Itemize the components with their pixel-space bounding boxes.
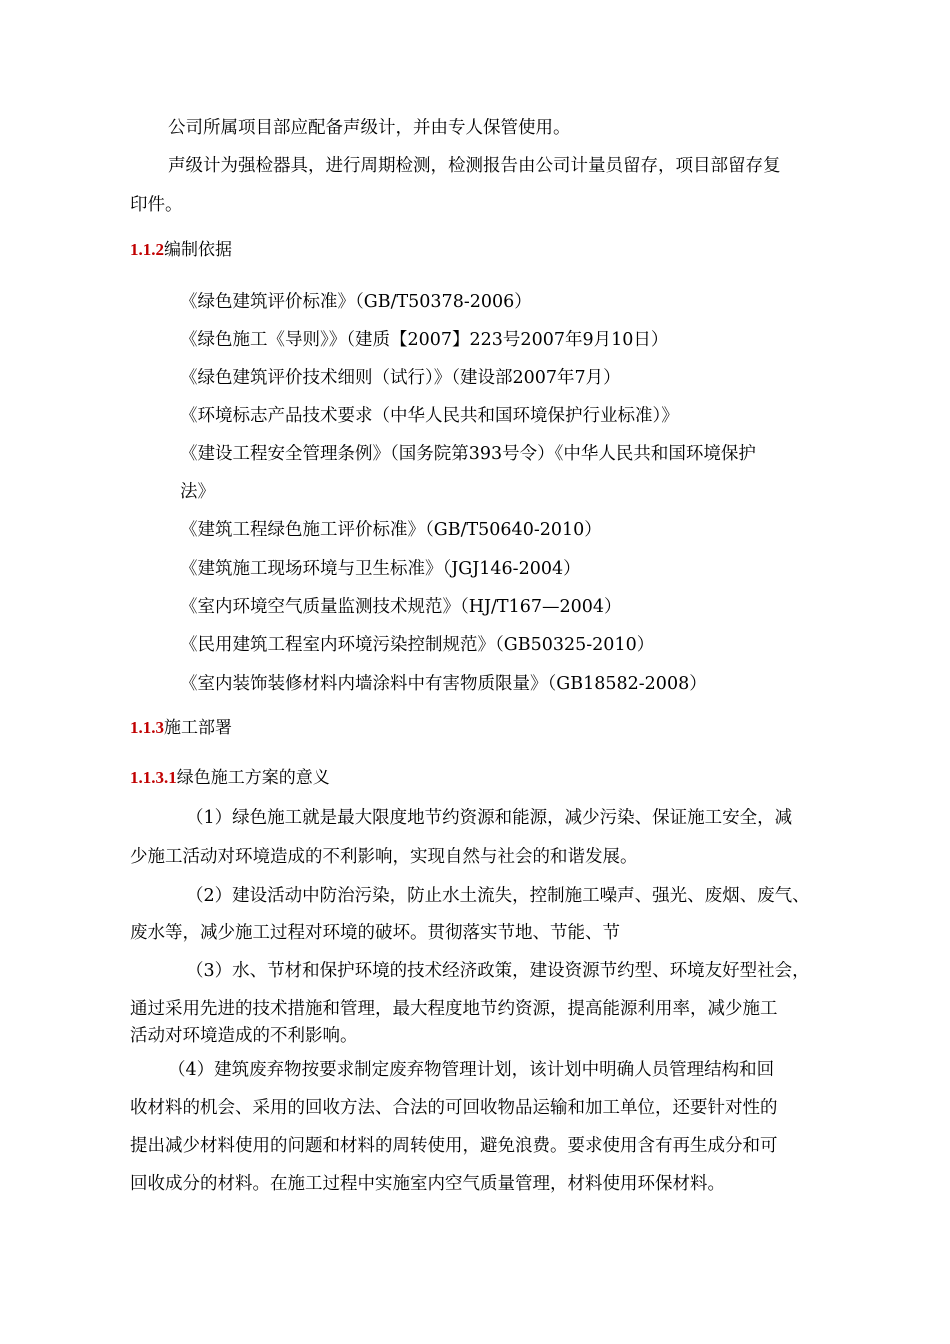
- section-title: 编制依据: [164, 240, 232, 260]
- item-3-line-3: 活动对环境造成的不利影响。: [130, 1026, 358, 1046]
- section-number: 1.1.3: [130, 718, 164, 737]
- section-number: 1.1.3.1: [130, 768, 177, 787]
- item-2-line-2: 废水等，减少施工过程对环境的破坏。贯彻落实节地、节能、节: [130, 923, 620, 943]
- reference-item: 《建筑工程绿色施工评价标准》（GB/T50640-2010）: [180, 520, 602, 540]
- section-title: 施工部署: [164, 718, 232, 738]
- item-3-line-1: （3）水、节材和保护环境的技术经济政策，建设资源节约型、环境友好型社会，: [186, 961, 810, 981]
- section-title: 绿色施工方案的意义: [176, 768, 330, 788]
- item-4-line-4: 回收成分的材料。在施工过程中实施室内空气质量管理，材料使用环保材料。: [130, 1174, 725, 1194]
- item-4-line-2: 收材料的机会、采用的回收方法、合法的可回收物品运输和加工单位，还要针对性的: [130, 1098, 778, 1118]
- reference-item: 《绿色建筑评价技术细则（试行）》（建设部2007年7月）: [180, 368, 621, 388]
- section-heading-1-1-3: [130, 716, 232, 740]
- section-heading-1-1-2: [130, 238, 232, 262]
- reference-item: 《民用建筑工程室内环境污染控制规范》（GB50325-2010）: [180, 635, 655, 655]
- item-4-line-1: （4）建筑废弃物按要求制定废弃物管理计划，该计划中明确人员管理结构和回: [168, 1060, 775, 1080]
- reference-item: 法》: [180, 482, 215, 502]
- item-1-line-1: （1）绿色施工就是最大限度地节约资源和能源，减少污染、保证施工安全，减: [186, 808, 793, 828]
- section-number: 1.1.2: [130, 240, 164, 259]
- intro-paragraph-1: 公司所属项目部应配备声级计，并由专人保管使用。: [168, 118, 571, 138]
- reference-item: 《建筑施工现场环境与卫生标准》（JGJ146-2004）: [180, 559, 581, 579]
- reference-item: 《绿色建筑评价标准》（GB/T50378-2006）: [180, 292, 532, 312]
- intro-paragraph-2-line-1: 声级计为强检器具，进行周期检测，检测报告由公司计量员留存，项目部留存复: [168, 156, 781, 176]
- reference-item: 《室内装饰装修材料内墙涂料中有害物质限量》（GB18582-2008）: [180, 674, 707, 694]
- intro-paragraph-2-line-2: 印件。: [130, 195, 183, 215]
- reference-item: 《室内环境空气质量监测技术规范》（HJ/T167—2004）: [180, 597, 622, 617]
- item-3-line-2: 通过采用先进的技术措施和管理，最大程度地节约资源，提高能源利用率，减少施工: [130, 999, 778, 1019]
- reference-item: 《环境标志产品技术要求（中华人民共和国环境保护行业标准）》: [180, 406, 679, 426]
- item-1-line-2: 少施工活动对环境造成的不利影响，实现自然与社会的和谐发展。: [130, 847, 638, 867]
- item-4-line-3: 提出减少材料使用的问题和材料的周转使用，避免浪费。要求使用含有再生成分和可: [130, 1136, 778, 1156]
- reference-item: 《建设工程安全管理条例》（国务院第393号令）《中华人民共和国环境保护: [180, 444, 756, 464]
- reference-item: 《绿色施工《导则》》（建质【2007】223号2007年9月10日）: [180, 330, 669, 350]
- section-heading-1-1-3-1: [130, 766, 330, 790]
- item-2-line-1: （2）建设活动中防治污染，防止水土流失，控制施工噪声、强光、废烟、废气、: [186, 886, 810, 906]
